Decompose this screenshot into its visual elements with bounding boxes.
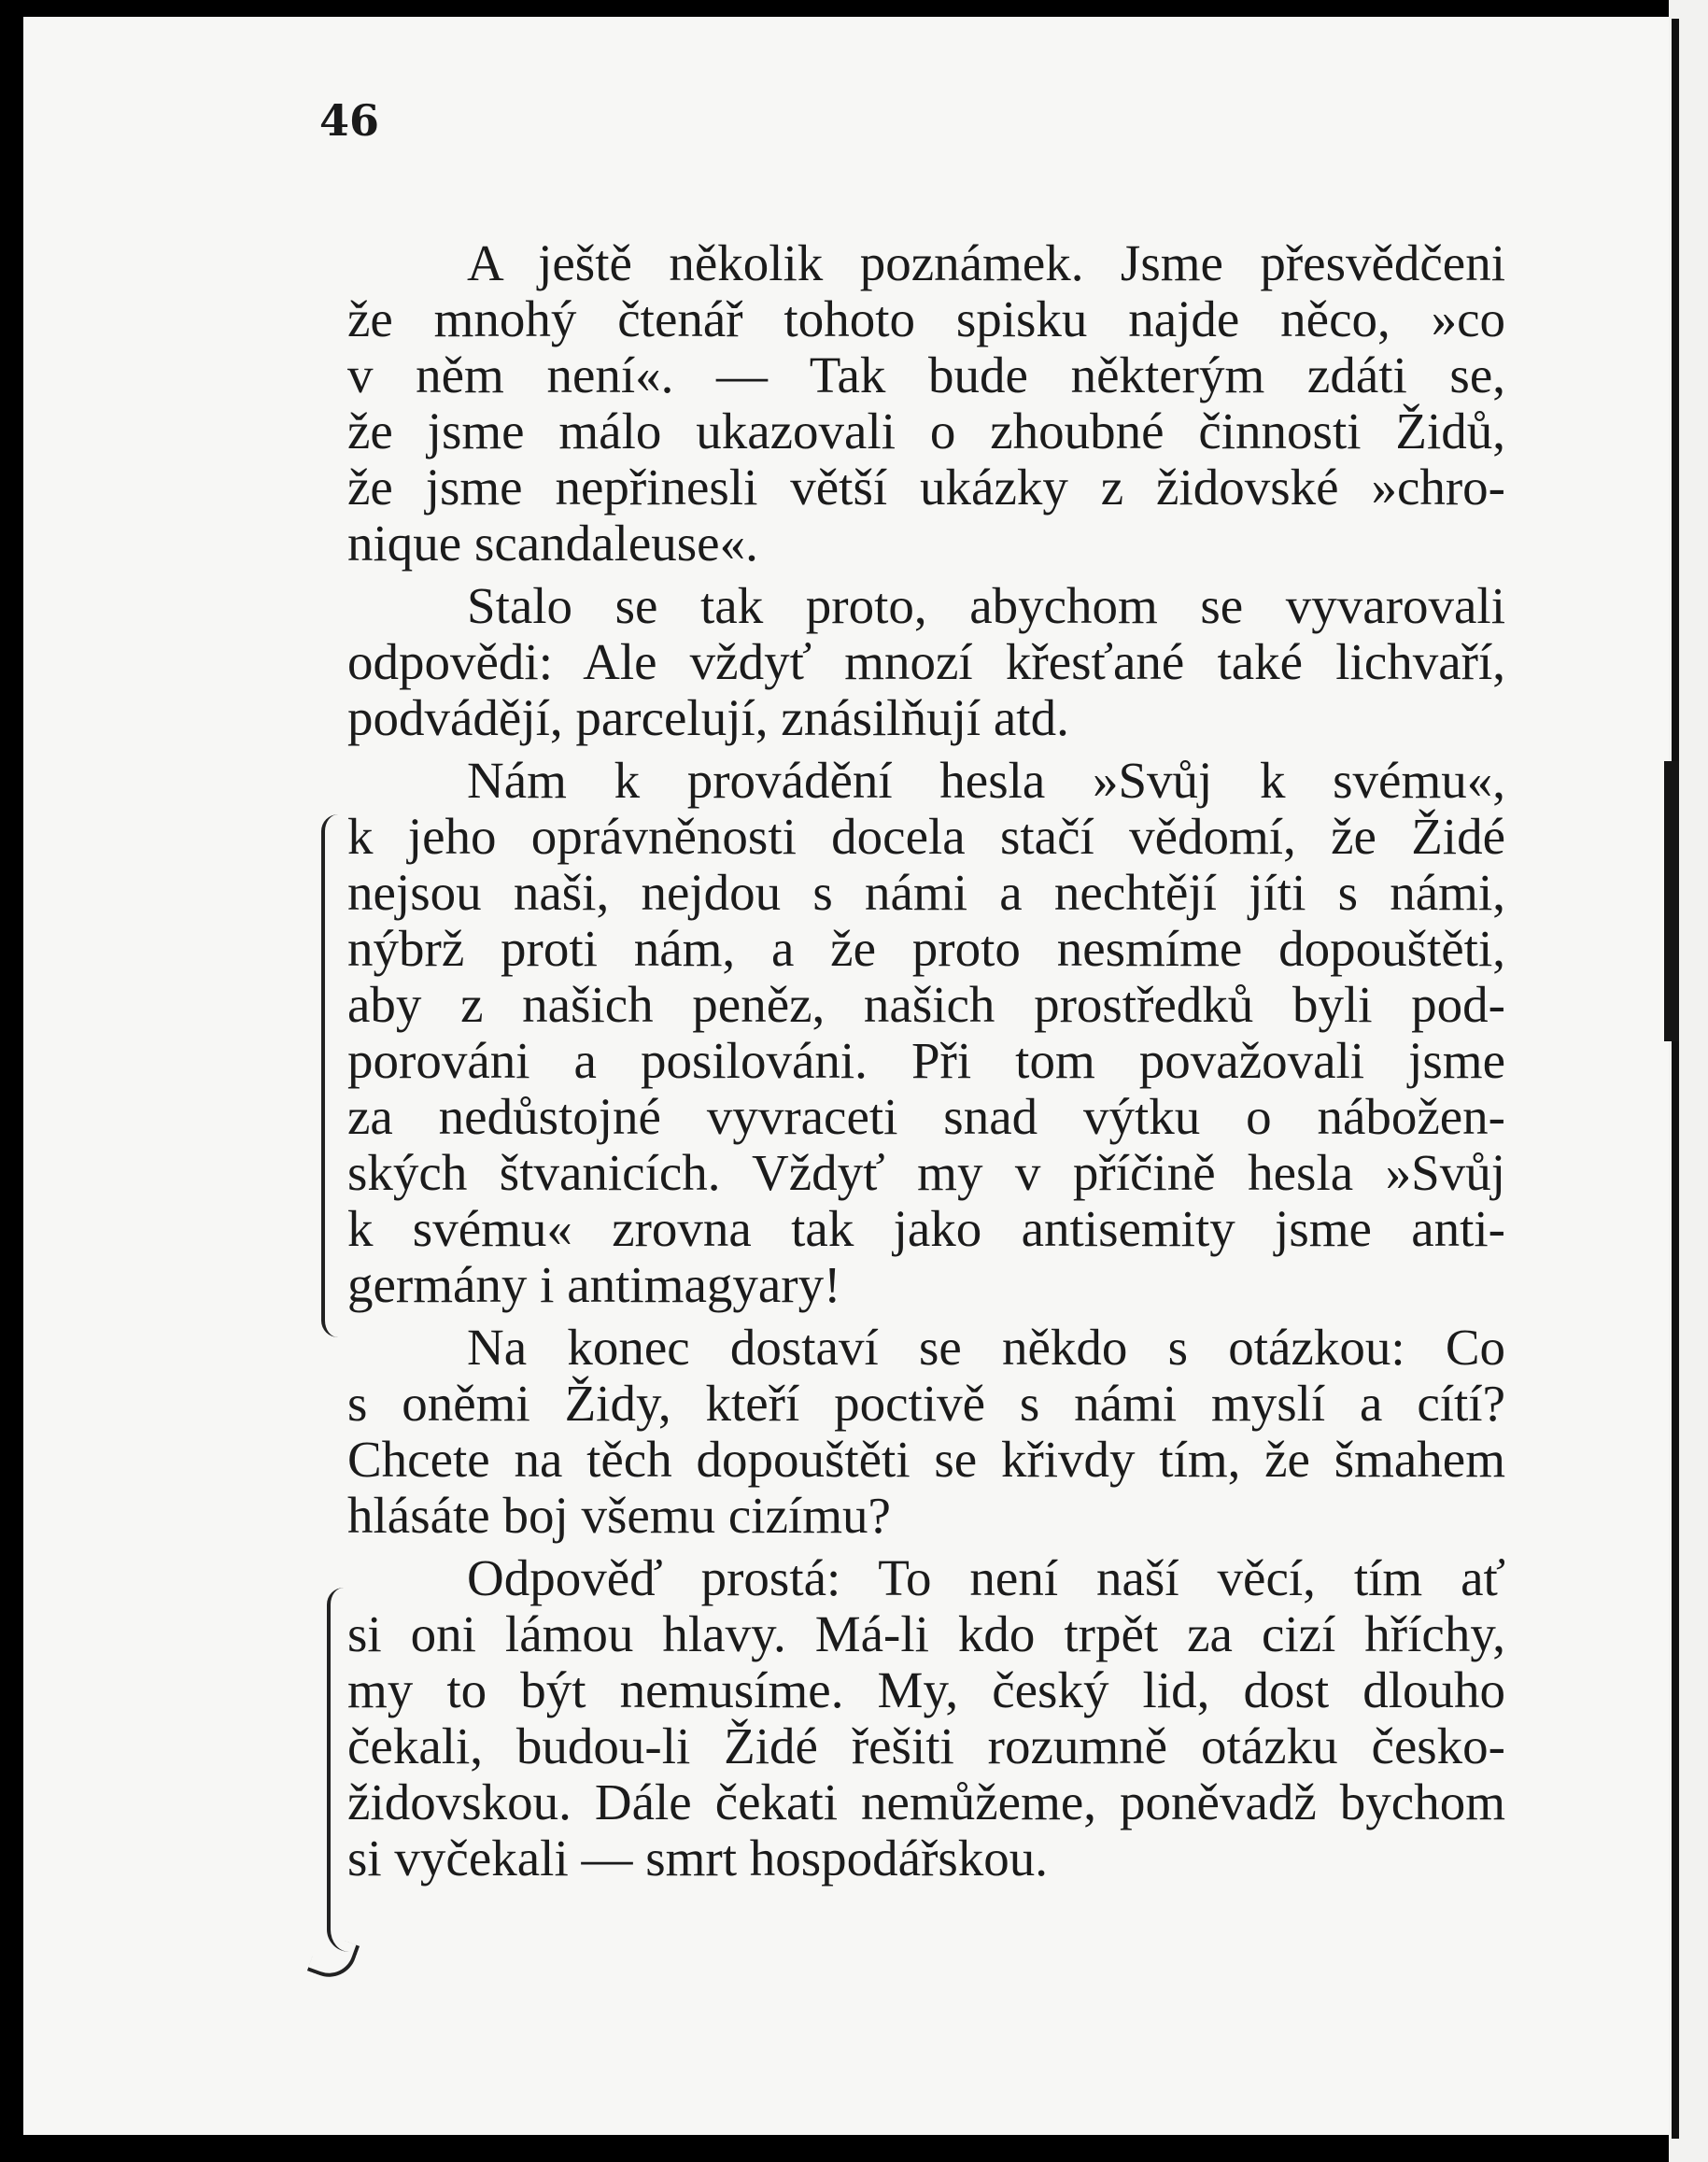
- page-edge-mark: [1664, 761, 1679, 1041]
- text-line: s oněmi Židy, kteří poctivě s námi myslí a cítí?: [347, 1375, 1505, 1432]
- margin-bracket-mark: [321, 814, 338, 1337]
- page-number: 46: [319, 95, 380, 146]
- paragraph: [347, 235, 1505, 572]
- text-line: Na konec dostaví se někdo s otázkou: Co: [467, 1319, 1505, 1376]
- text-line: Nám k provádění hesla »Svůj k svému«,: [467, 752, 1505, 809]
- body-text: [347, 235, 1505, 1893]
- text-line: v něm není«. — Tak bude některým zdáti se,: [347, 346, 1505, 403]
- text-line: že jsme málo ukazovali o zhoubné činnosti Židů,: [347, 403, 1505, 459]
- text-line: k jeho oprávněnosti docela stačí vědomí, že Židé: [347, 808, 1505, 865]
- text-line: si oni lámou hlavy. Má-li kdo trpět za cizí hříchy,: [347, 1605, 1505, 1662]
- text-line: odpovědi: Ale vždyť mnozí křesťané také lichvaří,: [347, 633, 1505, 690]
- binding-line: [1672, 19, 1679, 2139]
- text-line: za nedůstojné vyvraceti snad výtku o nábožen-: [347, 1088, 1505, 1145]
- paragraph: [347, 1320, 1505, 1544]
- text-line: ských štvanicích. Vždyť my v příčině hesla »Svůj: [347, 1144, 1505, 1201]
- text-line: židovskou. Dále čekati nemůžeme, poněvadž bychom: [347, 1773, 1505, 1830]
- text-line: my to být nemusíme. My, český lid, dost dlouho: [347, 1661, 1505, 1718]
- text-line: si vyčekali — smrt hospodářskou.: [347, 1830, 1049, 1886]
- text-line: že mnohý čtenář tohoto spisku najde něco, »co: [347, 290, 1505, 347]
- paragraph: [347, 1550, 1505, 1886]
- paragraph: [347, 753, 1505, 1313]
- text-line: podvádějí, parcelují, znásilňují atd.: [347, 689, 1069, 746]
- text-line: porováni a posilováni. Při tom považovali jsme: [347, 1032, 1505, 1089]
- text-line: Stalo se tak proto, abychom se vyvarovali: [467, 577, 1505, 634]
- text-line: germány i antimagyary!: [347, 1256, 841, 1313]
- text-line: aby z našich peněz, našich prostředků byli pod-: [347, 976, 1505, 1033]
- margin-bracket-mark: [327, 1588, 349, 1952]
- text-line: že jsme nepřinesli větší ukázky z židovské »chro-: [347, 459, 1505, 516]
- paragraph: [347, 578, 1505, 746]
- text-line: nýbrž proti nám, a že proto nesmíme dopouštěti,: [347, 920, 1505, 977]
- text-line: Odpověď prostá: To není naší věcí, tím ať: [467, 1549, 1505, 1606]
- text-line: nique scandaleuse«.: [347, 515, 758, 572]
- text-line: nejsou naši, nejdou s námi a nechtějí jíti s námi,: [347, 864, 1505, 921]
- text-line: A ještě několik poznámek. Jsme přesvědčeni: [467, 234, 1505, 291]
- text-line: k svému« zrovna tak jako antisemity jsme anti-: [347, 1200, 1505, 1257]
- text-line: Chcete na těch dopouštěti se křivdy tím, že šmahem: [347, 1431, 1505, 1488]
- text-line: čekali, budou-li Židé řešiti rozumně otázku česko-: [347, 1717, 1505, 1774]
- text-line: hlásáte boj všemu cizímu?: [347, 1487, 891, 1544]
